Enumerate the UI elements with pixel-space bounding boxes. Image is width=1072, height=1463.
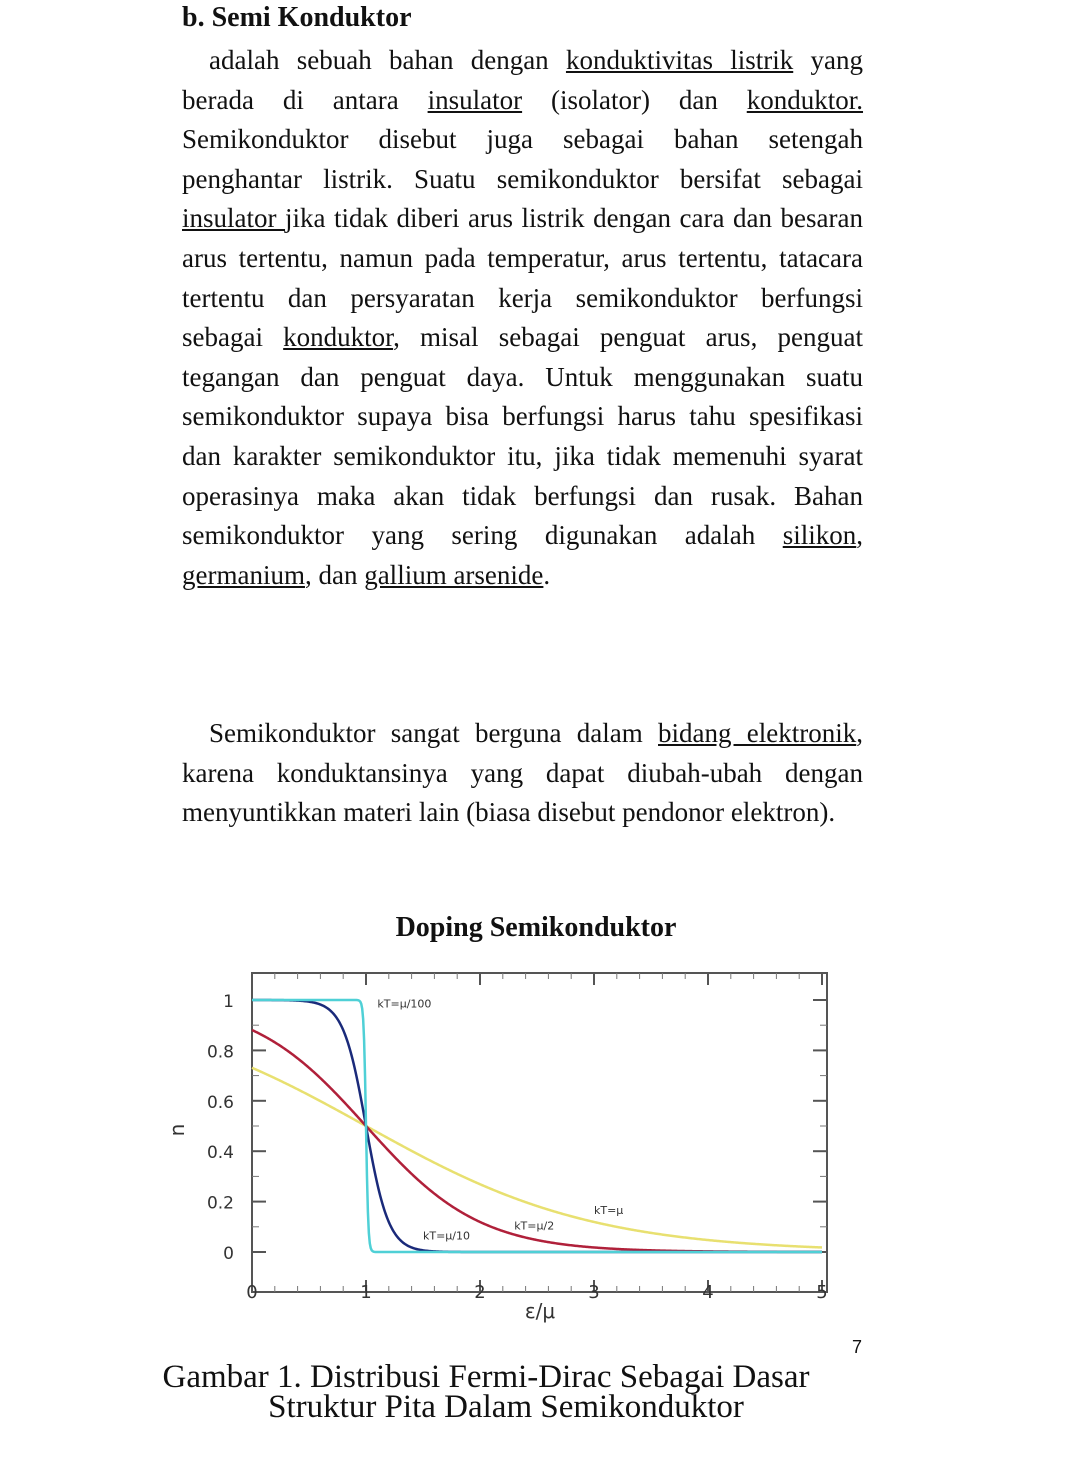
text-run: (isolator) dan <box>522 84 747 115</box>
caption-line-2: Struktur Pita Dalam Semikonduktor <box>268 1389 744 1425</box>
series-label: kT=μ <box>594 1204 624 1218</box>
fermi-dirac-chart <box>165 960 850 1330</box>
underlined-term[interactable]: konduktivitas listrik <box>565 45 794 75</box>
y-tick-label: 0 <box>223 1244 234 1264</box>
y-tick-label: 0.8 <box>206 1042 234 1063</box>
y-axis-label: n <box>165 1123 189 1137</box>
series-label: kT=μ/10 <box>423 1229 471 1243</box>
caption-line-1: Gambar 1. Distribusi Fermi-Dirac Sebagai Dasar <box>162 1359 810 1395</box>
text-run: jika tidak diberi arus listrik dengan cara dan besaran arus tertentu, namun pada temperatur, arus tertentu, tatacara tertentu dan persyaratan kerja semikonduktor berfungsi sebagai <box>182 203 863 353</box>
text-run: Semikonduktor disebut juga sebagai bahan setengah penghantar listrik. Suatu semikonduktor bersifat sebagai <box>182 124 863 194</box>
page-number: 7 <box>852 1337 863 1357</box>
underlined-term[interactable]: gallium arsenide <box>364 559 544 590</box>
underlined-term[interactable]: insulator <box>427 84 523 115</box>
text-run: , <box>856 520 863 551</box>
text-run: yang berada di antara <box>182 45 863 115</box>
series-line <box>252 997 822 1252</box>
underlined-term[interactable]: bidang elektronik <box>658 718 857 748</box>
underlined-term[interactable]: silikon <box>782 520 857 551</box>
y-tick-label: 0.2 <box>206 1193 234 1214</box>
text-run: . <box>543 559 551 590</box>
x-axis-label: ε/μ <box>524 1299 556 1323</box>
x-tick-label: 4 <box>702 1282 714 1303</box>
underlined-term[interactable]: konduktor <box>283 322 394 353</box>
text-run: , misal sebagai penguat arus, penguat tegangan dan penguat daya. Untuk menggunakan suatu semikonduktor supaya bisa berfungsi harus tahu spesifikasi dan karakter semikonduktor itu, jika tidak memenuhi syarat operasinya maka akan tidak berfungsi dan rusak. Bahan semikonduktor yang sering digunakan adalah <box>182 322 863 551</box>
underlined-term[interactable]: konduktor. <box>746 84 864 115</box>
series-label: kT=μ/100 <box>377 997 432 1011</box>
text-run: adalah sebuah bahan dengan <box>209 45 566 75</box>
series-label: kT=μ/2 <box>514 1219 555 1233</box>
series-line <box>252 997 822 1252</box>
x-tick-label: 2 <box>474 1282 486 1303</box>
x-tick-label: 1 <box>360 1282 372 1303</box>
underlined-term[interactable]: germanium <box>182 559 305 590</box>
figure-caption <box>0 1359 972 1425</box>
figure-title: Doping Semikonduktor <box>395 912 677 943</box>
paragraph-1 <box>182 41 863 595</box>
text-run: Semikonduktor sangat berguna dalam <box>209 718 659 748</box>
underlined-term[interactable]: insulator <box>182 203 286 234</box>
section-heading: b. Semi Konduktor <box>182 2 412 33</box>
text-run: , karena konduktansinya yang dapat diubah-ubah dengan menyuntikkan materi lain (biasa disebut pendonor elektron). <box>182 718 863 828</box>
paragraph-2 <box>182 714 863 833</box>
y-tick-label: 0.4 <box>206 1143 234 1164</box>
text-run: , dan <box>304 559 365 590</box>
y-tick-label: 0.6 <box>206 1092 234 1113</box>
x-tick-label: 3 <box>588 1282 600 1303</box>
x-tick-label: 0 <box>246 1282 258 1303</box>
x-tick-label: 5 <box>816 1282 828 1303</box>
y-tick-label: 1 <box>223 992 234 1012</box>
